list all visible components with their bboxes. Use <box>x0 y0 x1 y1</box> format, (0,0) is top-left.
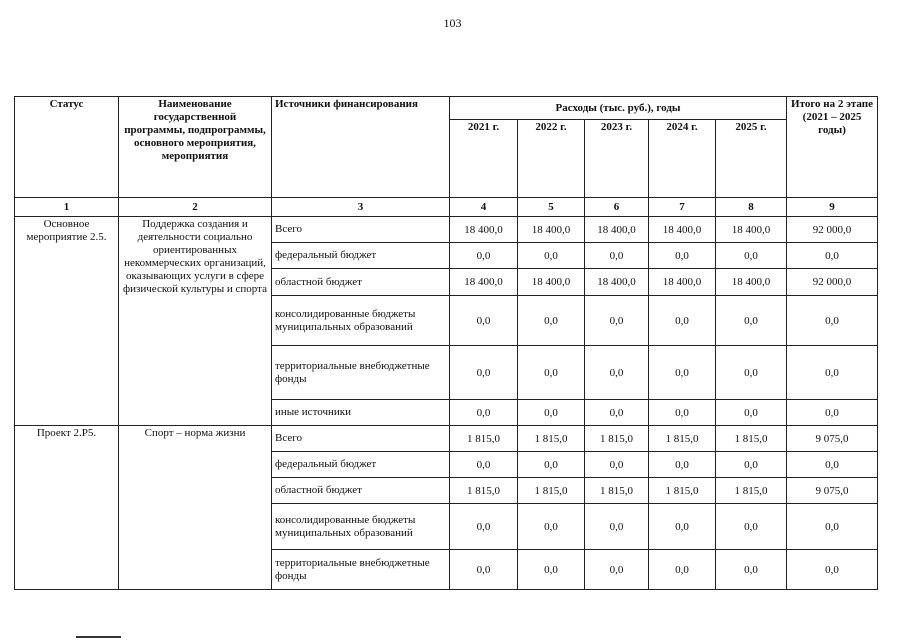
header-status: Статус <box>15 97 119 198</box>
source-cell: территориальные внебюджетные фонды <box>272 346 450 400</box>
header-year: 2023 г. <box>585 120 649 198</box>
header-name: Наименование государственной программы, подпрограммы, основного мероприятия, мероприятия <box>119 97 272 198</box>
header-year: 2025 г. <box>716 120 787 198</box>
value-cell: 1 815,0 <box>518 478 585 504</box>
value-cell: 0,0 <box>716 452 787 478</box>
value-cell: 18 400,0 <box>518 217 585 243</box>
header-year: 2022 г. <box>518 120 585 198</box>
value-cell: 1 815,0 <box>649 426 716 452</box>
value-cell: 0,0 <box>450 452 518 478</box>
value-cell: 1 815,0 <box>716 478 787 504</box>
group-status: Проект 2.Р5. <box>15 426 119 590</box>
budget-table <box>14 96 878 590</box>
total-cell: 92 000,0 <box>787 269 878 296</box>
value-cell: 0,0 <box>585 452 649 478</box>
total-cell: 9 075,0 <box>787 478 878 504</box>
value-cell: 0,0 <box>518 243 585 269</box>
value-cell: 0,0 <box>518 296 585 346</box>
source-cell: федеральный бюджет <box>272 243 450 269</box>
group-name: Спорт – норма жизни <box>119 426 272 590</box>
value-cell: 0,0 <box>649 346 716 400</box>
value-cell: 18 400,0 <box>585 217 649 243</box>
source-cell: Всего <box>272 217 450 243</box>
value-cell: 0,0 <box>649 400 716 426</box>
source-cell: территориальные внебюджетные фонды <box>272 550 450 590</box>
value-cell: 0,0 <box>585 550 649 590</box>
value-cell: 0,0 <box>716 550 787 590</box>
header-sources: Источники финансирования <box>272 97 450 198</box>
source-cell: областной бюджет <box>272 478 450 504</box>
source-cell: областной бюджет <box>272 269 450 296</box>
value-cell: 0,0 <box>649 504 716 550</box>
source-cell: Всего <box>272 426 450 452</box>
value-cell: 0,0 <box>649 550 716 590</box>
value-cell: 0,0 <box>518 400 585 426</box>
value-cell: 0,0 <box>649 243 716 269</box>
table-row <box>15 426 878 452</box>
total-cell: 0,0 <box>787 504 878 550</box>
column-numbers-row <box>15 198 878 217</box>
value-cell: 0,0 <box>716 243 787 269</box>
value-cell: 1 815,0 <box>585 426 649 452</box>
value-cell: 1 815,0 <box>585 478 649 504</box>
header-expenses: Расходы (тыс. руб.), годы <box>450 97 787 120</box>
value-cell: 0,0 <box>585 296 649 346</box>
column-number: 4 <box>450 198 518 217</box>
total-cell: 0,0 <box>787 346 878 400</box>
source-cell: федеральный бюджет <box>272 452 450 478</box>
total-cell: 0,0 <box>787 400 878 426</box>
source-cell: консолидированные бюджеты муниципальных образований <box>272 504 450 550</box>
header-year: 2024 г. <box>649 120 716 198</box>
value-cell: 0,0 <box>518 452 585 478</box>
total-cell: 0,0 <box>787 243 878 269</box>
value-cell: 18 400,0 <box>649 217 716 243</box>
value-cell: 18 400,0 <box>585 269 649 296</box>
column-number: 7 <box>649 198 716 217</box>
column-number: 3 <box>272 198 450 217</box>
value-cell: 0,0 <box>585 346 649 400</box>
source-cell: консолидированные бюджеты муниципальных образований <box>272 296 450 346</box>
column-number: 1 <box>15 198 119 217</box>
value-cell: 0,0 <box>450 400 518 426</box>
value-cell: 0,0 <box>518 346 585 400</box>
value-cell: 0,0 <box>716 400 787 426</box>
header-year: 2021 г. <box>450 120 518 198</box>
value-cell: 0,0 <box>450 296 518 346</box>
column-number: 6 <box>585 198 649 217</box>
value-cell: 18 400,0 <box>649 269 716 296</box>
value-cell: 1 815,0 <box>450 426 518 452</box>
header-total: Итого на 2 этапе (2021 – 2025 годы) <box>787 97 878 198</box>
table-row <box>15 217 878 243</box>
value-cell: 1 815,0 <box>716 426 787 452</box>
value-cell: 0,0 <box>585 243 649 269</box>
value-cell: 0,0 <box>649 452 716 478</box>
value-cell: 0,0 <box>716 296 787 346</box>
value-cell: 0,0 <box>716 346 787 400</box>
value-cell: 18 400,0 <box>716 217 787 243</box>
value-cell: 0,0 <box>518 550 585 590</box>
total-cell: 92 000,0 <box>787 217 878 243</box>
value-cell: 0,0 <box>450 504 518 550</box>
value-cell: 0,0 <box>450 346 518 400</box>
column-number: 8 <box>716 198 787 217</box>
total-cell: 0,0 <box>787 452 878 478</box>
value-cell: 0,0 <box>585 400 649 426</box>
source-cell: иные источники <box>272 400 450 426</box>
value-cell: 1 815,0 <box>518 426 585 452</box>
column-number: 9 <box>787 198 878 217</box>
total-cell: 9 075,0 <box>787 426 878 452</box>
value-cell: 18 400,0 <box>716 269 787 296</box>
scan-mark <box>76 636 121 638</box>
group-status: Основное мероприятие 2.5. <box>15 217 119 426</box>
total-cell: 0,0 <box>787 296 878 346</box>
value-cell: 18 400,0 <box>450 217 518 243</box>
total-cell: 0,0 <box>787 550 878 590</box>
value-cell: 1 815,0 <box>649 478 716 504</box>
column-number: 2 <box>119 198 272 217</box>
value-cell: 18 400,0 <box>518 269 585 296</box>
value-cell: 0,0 <box>649 296 716 346</box>
page-number: 103 <box>443 16 462 30</box>
value-cell: 0,0 <box>585 504 649 550</box>
value-cell: 0,0 <box>518 504 585 550</box>
value-cell: 0,0 <box>450 550 518 590</box>
value-cell: 1 815,0 <box>450 478 518 504</box>
value-cell: 0,0 <box>716 504 787 550</box>
column-number: 5 <box>518 198 585 217</box>
value-cell: 18 400,0 <box>450 269 518 296</box>
value-cell: 0,0 <box>450 243 518 269</box>
group-name: Поддержка создания и деятельности социально ориентированных некоммерческих организаций, оказывающих услуги в сфере физической культуры и спорта <box>119 217 272 426</box>
